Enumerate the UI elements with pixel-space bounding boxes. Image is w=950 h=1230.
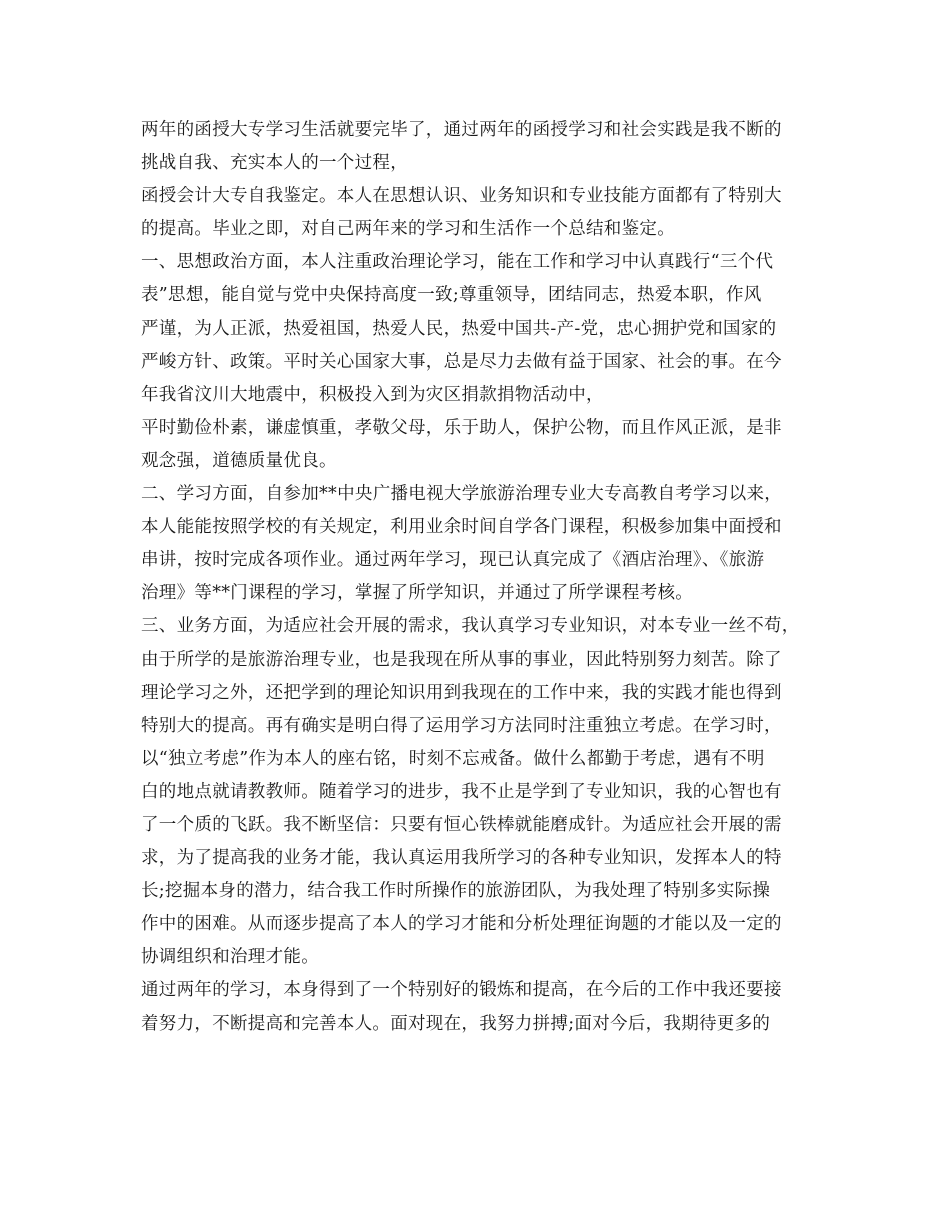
text-line: 理论学习之外，还把学到的理论知识用到我现在的工作中来，我的实践才能也得到 [141, 682, 782, 703]
text-line: 严峻方针、政策。平时关心国家大事，总是尽力去做有益于国家、社会的事。在今 [141, 351, 782, 372]
text-line: 两年的函授大专学习生活就要完毕了，通过两年的函授学习和社会实践是我不断的 [141, 120, 782, 140]
text-line: 治理》等**门课程的学习，掌握了所学知识，并通过了所学课程考核。 [141, 583, 694, 604]
text-line: 平时勤俭朴素，谦虚慎重，孝敬父母，乐于助人，保护公物，而且作风正派，是非 [141, 417, 782, 438]
text-line: 白的地点就请教教师。随着学习的进步，我不止是学到了专业知识，我的心智也有 [141, 781, 782, 802]
text-line: 严谨，为人正派，热爱祖国，热爱人民，热爱中国共-产-党，忠心拥护党和国家的 [141, 318, 777, 339]
text-line: 一、思想政治方面，本人注重政治理论学习，能在工作和学习中认真践行“三个代 [141, 252, 774, 273]
text-line: 以“独立考虑”作为本人的座右铭，时刻不忘戒备。做什么都勤于考虑，遇有不明 [141, 748, 765, 769]
text-line: 长;挖掘本身的潜力，结合我工作时所操作的旅游团队，为我处理了特别多实际操 [141, 881, 771, 902]
text-line: 特别大的提高。再有确实是明白得了运用学习方法同时注重独立考虑。在学习时， [141, 715, 782, 736]
document-body [141, 114, 831, 1041]
text-line: 串讲，按时完成各项作业。通过两年学习，现已认真完成了《酒店治理》、《旅游 [141, 550, 765, 571]
text-line: 本人能能按照学校的有关规定，利用业余时间自学各门课程，积极参加集中面授和 [141, 517, 782, 538]
text-line: 着努力，不断提高和完善本人。面对现在，我努力拼搏;面对今后，我期待更多的 [141, 1013, 771, 1034]
text-line: 了一个质的飞跃。我不断坚信：只要有恒心铁棒就能磨成针。为适应社会开展的需 [141, 814, 782, 835]
text-line: 二、学习方面，自参加**中央广播电视大学旅游治理专业大专高教自考学习以来， [141, 484, 783, 505]
text-line: 由于所学的是旅游治理专业，也是我现在所从事的事业，因此特别努力刻苦。除了 [141, 649, 782, 670]
text-line: 通过两年的学习，本身得到了一个特别好的锻炼和提高，在今后的工作中我还要接 [141, 980, 782, 1001]
text-line: 观念强，道德质量优良。 [141, 450, 337, 471]
text-line: 的提高。毕业之即，对自己两年来的学习和生活作一个总结和鉴定。 [141, 219, 675, 240]
text-line: 三、业务方面，为适应社会开展的需求，我认真学习专业知识，对本专业一丝不苟， [141, 616, 800, 637]
text-line: 表”思想，能自觉与党中央保持高度一致;尊重领导，团结同志，热爱本职，作风 [141, 285, 762, 306]
text-line: 函授会计大专自我鉴定。本人在思想认识、业务知识和专业技能方面都有了特别大 [141, 186, 782, 207]
text-line: 年我省汶川大地震中，积极投入到为灾区捐款捐物活动中， [141, 384, 604, 405]
text-line: 挑战自我、充实本人的一个过程， [141, 153, 408, 174]
text-line: 协调组织和治理才能。 [141, 947, 319, 968]
text-line: 作中的困难。从而逐步提高了本人的学习才能和分析处理征询题的才能以及一定的 [141, 914, 782, 935]
text-line: 求，为了提高我的业务才能，我认真运用我所学习的各种专业知识，发挥本人的特 [141, 848, 782, 869]
